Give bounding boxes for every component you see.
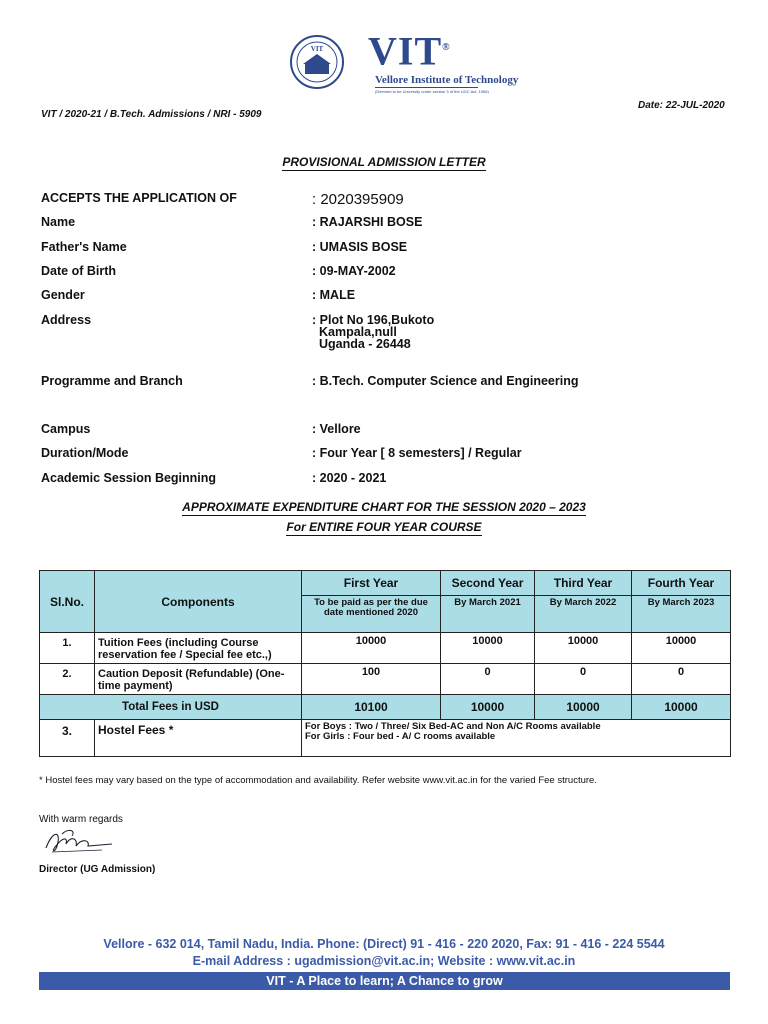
address-label: Address: [41, 313, 92, 327]
hostel-note: [302, 720, 731, 757]
row-slno: 2.: [40, 664, 95, 695]
table-row: [40, 664, 731, 695]
total-value: 10000: [441, 695, 535, 720]
row-value: 0: [632, 664, 731, 695]
total-label: Total Fees in USD: [40, 695, 302, 720]
due-year-1: To be paid as per the due date mentioned 2020: [302, 596, 441, 633]
session-value: : 2020 - 2021: [312, 471, 387, 485]
duration-value: : Four Year [ 8 semesters] / Regular: [312, 446, 522, 460]
application-label: ACCEPTS THE APPLICATION OF: [41, 191, 237, 205]
letter-date: Date: 22-JUL-2020: [638, 100, 725, 111]
total-value: 10000: [632, 695, 731, 720]
address-line-3: Uganda - 26448: [319, 337, 411, 351]
row-slno: 1.: [40, 633, 95, 664]
header-slno: Sl.No.: [40, 571, 95, 633]
name-label: Name: [41, 215, 76, 229]
programme-value: : B.Tech. Computer Science and Engineering: [312, 374, 579, 388]
table-header-row: [40, 571, 731, 596]
campus-value: : Vellore: [312, 422, 361, 436]
header-year-4: Fourth Year: [632, 571, 731, 596]
header-components: Components: [95, 571, 302, 633]
row-value: 100: [302, 664, 441, 695]
row-value: 10000: [632, 633, 731, 664]
footer-tagline: VIT - A Place to learn; A Chance to grow: [39, 972, 730, 990]
dob-value: : 09-MAY-2002: [312, 264, 396, 278]
due-year-2: By March 2021: [441, 596, 535, 633]
gender-value: : MALE: [312, 288, 356, 302]
footer-address: Vellore - 632 014, Tamil Nadu, India. Phone: (Direct) 91 - 416 - 220 2020, Fax: 91 - 416 - 224 5544: [103, 937, 665, 951]
header-year-1: First Year: [302, 571, 441, 596]
row-value: 10000: [441, 633, 535, 664]
campus-label: Campus: [41, 422, 91, 436]
chart-subtitle: For ENTIRE FOUR YEAR COURSE: [286, 520, 482, 534]
hostel-label: Hostel Fees *: [95, 720, 302, 757]
logo-divider: [375, 87, 478, 88]
closing-regards: With warm regards: [39, 814, 123, 825]
row-component: Caution Deposit (Refundable) (One-time payment): [95, 664, 302, 695]
father-name-label: Father's Name: [41, 240, 127, 254]
dob-label: Date of Birth: [41, 264, 116, 278]
fees-table: [39, 570, 731, 757]
hostel-boys: For Boys : Two / Three/ Six Bed-AC and Non A/C Rooms available: [305, 721, 601, 732]
row-value: 10000: [535, 633, 632, 664]
hostel-row: [40, 720, 731, 757]
chart-title: APPROXIMATE EXPENDITURE CHART FOR THE SESSION 2020 – 2023: [182, 500, 586, 514]
row-value: 0: [441, 664, 535, 695]
seal-text: VIT: [310, 45, 324, 53]
application-value: : 2020395909: [312, 191, 404, 208]
header-year-2: Second Year: [441, 571, 535, 596]
programme-label: Programme and Branch: [41, 374, 183, 388]
row-value: 10000: [302, 633, 441, 664]
total-row: [40, 695, 731, 720]
address-line-2: Kampala,null: [319, 325, 397, 339]
row-value: 0: [535, 664, 632, 695]
row-component: Tuition Fees (including Course reservation fee / Special fee etc.,): [95, 633, 302, 664]
due-year-4: By March 2023: [632, 596, 731, 633]
duration-label: Duration/Mode: [41, 446, 129, 460]
logo-wordmark: VIT®: [368, 28, 451, 74]
father-name-value: : UMASIS BOSE: [312, 240, 408, 254]
gender-label: Gender: [41, 288, 85, 302]
due-year-3: By March 2022: [535, 596, 632, 633]
total-value: 10000: [535, 695, 632, 720]
hostel-girls: For Girls : Four bed - A/ C rooms available: [305, 731, 496, 742]
logo-subtitle: Vellore Institute of Technology: [375, 74, 519, 86]
hostel-slno: 3.: [40, 720, 95, 757]
session-label: Academic Session Beginning: [41, 471, 217, 485]
hostel-footnote: * Hostel fees may vary based on the type of accommodation and availability. Refer website www.vit.ac.in for the varied Fee structure.: [39, 775, 597, 786]
header-year-3: Third Year: [535, 571, 632, 596]
reference-number: VIT / 2020-21 / B.Tech. Admissions / NRI - 5909: [41, 109, 262, 120]
table-row: [40, 633, 731, 664]
signature-image: [42, 826, 122, 856]
footer-contact: E-mail Address : ugadmission@vit.ac.in; Website : www.vit.ac.in: [192, 954, 576, 968]
letter-title: PROVISIONAL ADMISSION LETTER: [282, 155, 486, 169]
signatory-title: Director (UG Admission): [39, 864, 156, 875]
name-value: : RAJARSHI BOSE: [312, 215, 423, 229]
address-line-1: : Plot No 196,Bukoto: [312, 313, 435, 327]
logo-note: (Deemed to be University under section 3 of the UGC Act, 1956): [375, 89, 489, 94]
total-value: 10100: [302, 695, 441, 720]
vit-seal-logo: [289, 34, 345, 90]
